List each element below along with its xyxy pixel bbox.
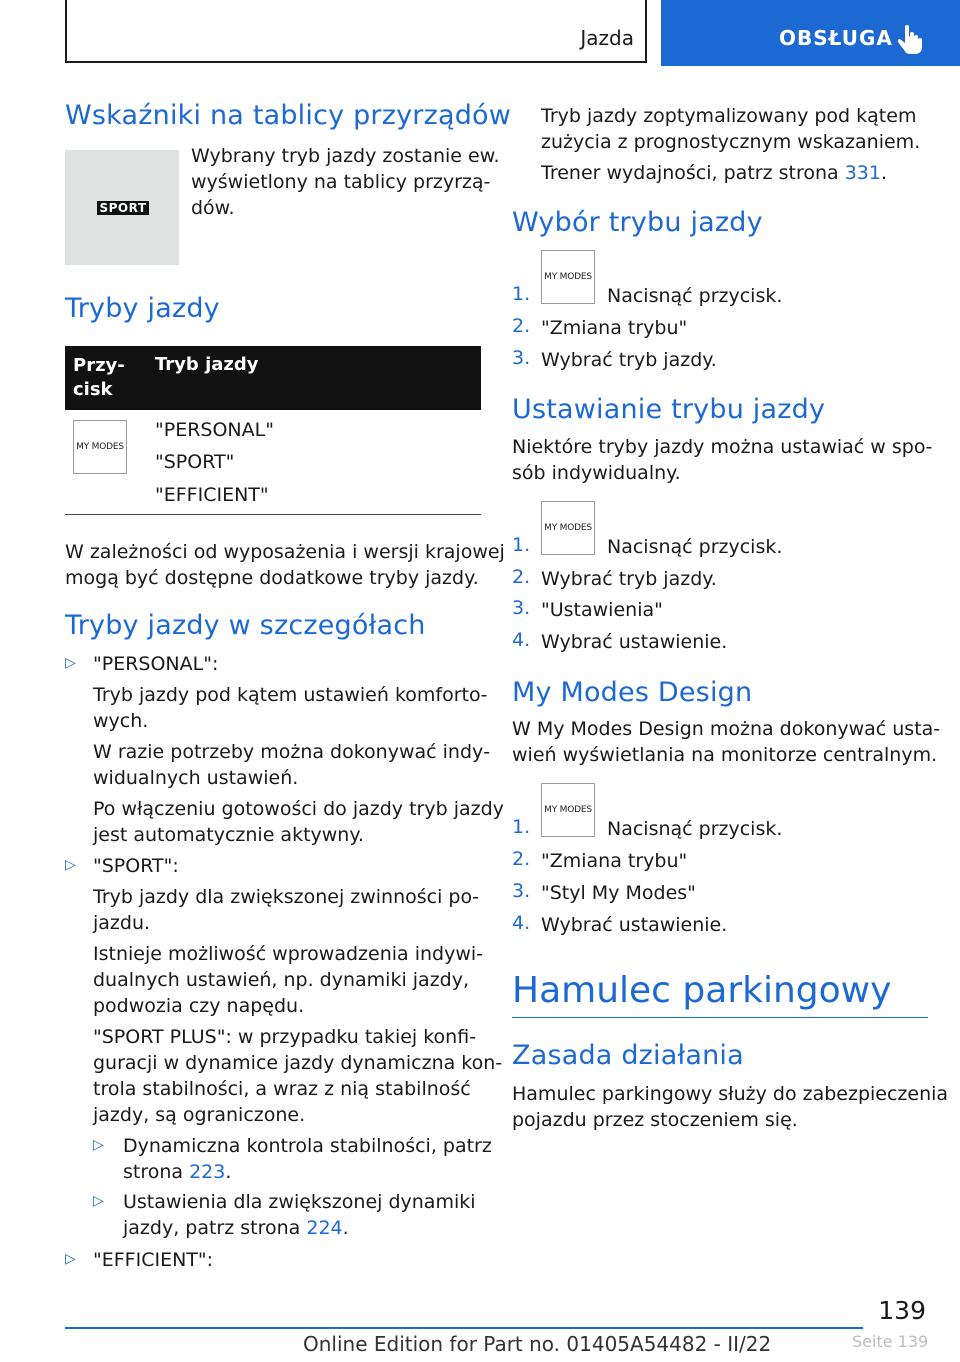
- efficient-line-2: zużycia z prognostycznym wskazaniem.: [541, 131, 921, 153]
- sport-line-9: jazdy, są ograniczone.: [93, 1104, 306, 1126]
- setting-step-4-text: Wybrać ustawienie.: [541, 631, 728, 653]
- indicator-text-2: wyświetlony na tablicy przyrzą‐: [191, 171, 491, 193]
- setting-line-2: sób indywidualny.: [512, 462, 681, 484]
- sub-stability-line-1: Dynamiczna kontrola stabilności, patrz: [123, 1135, 492, 1157]
- personal-line-6: jest automatycznie aktywny.: [93, 824, 364, 846]
- bullet-icon: ▷: [93, 1193, 104, 1209]
- principle-line-2: pojazdu przez stoczeniem się.: [512, 1109, 798, 1131]
- heading-indicator: Wskaźniki na tablicy przyrządów: [65, 100, 512, 131]
- parking-heading-rule: [512, 1017, 928, 1018]
- setting-line-1: Niektóre tryby jazdy można ustawiać w spo‐: [512, 436, 933, 458]
- sport-line-2: jazdu.: [93, 912, 151, 934]
- bullet-icon: ▷: [65, 857, 76, 873]
- heading-principle: Zasada działania: [512, 1040, 744, 1071]
- setting-step-1-text: Nacisnąć przycisk.: [607, 536, 783, 558]
- header-tab-label: OBSŁUGA: [779, 26, 893, 50]
- design-step-4-text: Wybrać ustawienie.: [541, 914, 728, 936]
- personal-title: "PERSONAL":: [93, 653, 219, 675]
- my-modes-button[interactable]: MY MODES: [541, 783, 595, 837]
- personal-line-2: wych.: [93, 710, 149, 732]
- select-step-2-number: 2.: [512, 315, 531, 337]
- sub-dynamics-line-1: Ustawienia dla zwiększonej dynamiki: [123, 1191, 476, 1213]
- sub-dynamics-end: .: [342, 1217, 349, 1239]
- design-line-1: W My Modes Design można dokonywać usta‐: [512, 718, 941, 740]
- heading-modes: Tryby jazdy: [65, 293, 220, 324]
- page-link-224[interactable]: 224: [306, 1217, 343, 1239]
- select-step-1-number: 1.: [512, 283, 531, 305]
- bullet-icon: ▷: [65, 655, 76, 671]
- sport-line-5: podwozia czy napędu.: [93, 995, 305, 1017]
- heading-setting: Ustawianie trybu jazdy: [512, 394, 826, 425]
- modes-table-header: [65, 346, 481, 410]
- footer-rule: [65, 1327, 863, 1329]
- mode-efficient: "EFFICIENT": [155, 484, 269, 506]
- sub-stability-line-2: [123, 1159, 231, 1185]
- hand-pointer-icon: [897, 24, 923, 54]
- footer-edition-text: Online Edition for Part no. 01405A54482 - II/22: [303, 1332, 772, 1356]
- design-step-2-text: "Zmiana trybu": [541, 850, 688, 872]
- sub-dynamics-line-2: [123, 1215, 349, 1241]
- personal-line-3: W razie potrzeby można dokonywać indy‐: [93, 741, 491, 763]
- sport-line-3: Istnieje możliwość wprowadzenia indywi‐: [93, 943, 484, 965]
- sport-line-4: dualnych ustawień, np. dynamiki jazdy,: [93, 969, 470, 991]
- table-bottom-rule: [65, 514, 481, 515]
- extra-modes-1: W zależności od wyposażenia i wersji krajowej: [65, 541, 505, 563]
- page-number: 139: [878, 1296, 926, 1325]
- sport-indicator-image: [65, 150, 179, 265]
- my-modes-button[interactable]: MY MODES: [73, 420, 127, 474]
- principle-line-1: Hamulec parkingowy służy do zabezpieczenia: [512, 1083, 949, 1105]
- heading-parking-brake: Hamulec parkingowy: [512, 970, 892, 1011]
- design-step-2-number: 2.: [512, 848, 531, 870]
- indicator-text-1: Wybrany tryb jazdy zostanie ew.: [191, 145, 500, 167]
- my-modes-button[interactable]: MY MODES: [541, 501, 595, 555]
- table-col-button-l1: Przy‐: [73, 355, 125, 376]
- sport-badge: SPORT: [97, 201, 149, 215]
- efficient-title: "EFFICIENT":: [93, 1249, 214, 1271]
- select-step-2-text: "Zmiana trybu": [541, 317, 688, 339]
- select-step-1-text: Nacisnąć przycisk.: [607, 285, 783, 307]
- mode-personal: "PERSONAL": [155, 419, 274, 441]
- efficient-line-3: [541, 160, 887, 186]
- mode-sport: "SPORT": [155, 451, 235, 473]
- personal-line-5: Po włączeniu gotowości do jazdy tryb jazdy: [93, 798, 504, 820]
- sub-stability-text: strona: [123, 1161, 190, 1183]
- efficient-line-1: Tryb jazdy zoptymalizowany pod kątem: [541, 105, 917, 127]
- sport-line-7: guracji w dynamice jazdy dynamiczna kon‐: [93, 1052, 503, 1074]
- heading-details: Tryby jazdy w szczegółach: [65, 610, 426, 641]
- sub-stability-end: .: [225, 1161, 232, 1183]
- indicator-text-3: dów.: [191, 197, 235, 219]
- setting-step-3-number: 3.: [512, 597, 531, 619]
- header-frame: [65, 0, 647, 63]
- design-step-1-text: Nacisnąć przycisk.: [607, 818, 783, 840]
- design-step-4-number: 4.: [512, 912, 531, 934]
- design-step-3-text: "Styl My Modes": [541, 882, 696, 904]
- header-section-title: Jazda: [580, 26, 634, 50]
- page-link-331[interactable]: 331: [844, 162, 881, 184]
- setting-step-4-number: 4.: [512, 629, 531, 651]
- sport-line-6: "SPORT PLUS": w przypadku takiej konfi‐: [93, 1026, 477, 1048]
- extra-modes-2: mogą być dostępne dodatkowe tryby jazdy.: [65, 567, 479, 589]
- sub-dynamics-text: jazdy, patrz strona: [123, 1217, 307, 1239]
- heading-select: Wybór trybu jazdy: [512, 207, 763, 238]
- sport-line-1: Tryb jazdy dla zwiększonej zwinności po‐: [93, 886, 479, 908]
- table-col-button-l2: cisk: [73, 379, 113, 400]
- sport-title: "SPORT":: [93, 855, 179, 877]
- bullet-icon: ▷: [65, 1251, 76, 1267]
- table-col-mode: Tryb jazdy: [155, 354, 259, 375]
- sport-line-8: trola stabilności, a wraz z nią stabilność: [93, 1078, 471, 1100]
- design-line-2: wień wyświetlania na monitorze centralnym.: [512, 744, 938, 766]
- table-col-button: [73, 354, 125, 402]
- setting-step-1-number: 1.: [512, 534, 531, 556]
- efficient-trainer-end: .: [880, 162, 887, 184]
- efficient-trainer-text: Trener wydajności, patrz strona: [541, 162, 845, 184]
- my-modes-button[interactable]: MY MODES: [541, 250, 595, 304]
- select-step-3-text: Wybrać tryb jazdy.: [541, 349, 717, 371]
- header-tab-obsluga[interactable]: [661, 0, 960, 66]
- design-step-1-number: 1.: [512, 816, 531, 838]
- personal-line-4: widualnych ustawień.: [93, 767, 299, 789]
- select-step-3-number: 3.: [512, 347, 531, 369]
- footer-watermark: Seite 139: [852, 1332, 929, 1351]
- setting-step-2-text: Wybrać tryb jazdy.: [541, 568, 717, 590]
- setting-step-3-text: "Ustawienia": [541, 599, 663, 621]
- setting-step-2-number: 2.: [512, 566, 531, 588]
- page-link-223[interactable]: 223: [189, 1161, 226, 1183]
- design-step-3-number: 3.: [512, 880, 531, 902]
- bullet-icon: ▷: [93, 1137, 104, 1153]
- personal-line-1: Tryb jazdy pod kątem ustawień komforto‐: [93, 684, 488, 706]
- heading-design: My Modes Design: [512, 677, 753, 708]
